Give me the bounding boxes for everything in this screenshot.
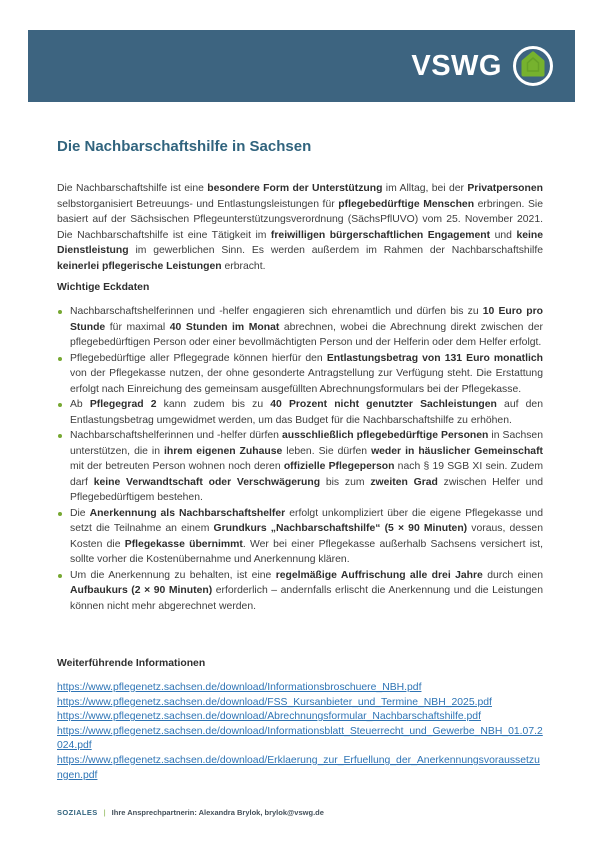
list-item <box>57 397 543 428</box>
bullet-text: Nachbarschaftshelferinnen und -helfer dürfen ausschließlich pflegebedürftige Personen in Sachsen unterstützen, die in ihrem eigenen Zuhause leben. Sie dürfen weder in häuslicher Gemeinschaft mit der betreuten Person wohnen noch deren offizielle Pflegeperson nach § 19 SGB XI sein. Zudem darf keine Verwandtschaft oder Verschwägerung bis zum zweiten Grad zwischen Helfer und Pflegebedürftigem bestehen. <box>70 430 543 503</box>
footer <box>57 808 324 817</box>
footer-contact-text: Ihre Ansprechpartnerin: Alexandra Brylok, brylok@vswg.de <box>111 808 324 817</box>
link-informationsbroschuere[interactable]: https://www.pflegenetz.sachsen.de/download/Informationsbroschuere_NBH.pdf <box>57 682 422 693</box>
page-title: Die Nachbarschaftshilfe in Sachsen <box>57 138 312 155</box>
list-item <box>57 428 543 506</box>
section-heading-weiterfuehrende-informationen: Weiterführende Informationen <box>57 658 206 669</box>
bullet-dot-icon <box>58 512 62 516</box>
bullet-dot-icon <box>58 403 62 407</box>
list-item <box>57 304 543 351</box>
header-bar <box>28 30 575 102</box>
link-abrechnungsformular[interactable]: https://www.pflegenetz.sachsen.de/download/Abrechnungsformular_Nachbarschaftshilfe.pdf <box>57 711 481 723</box>
list-item <box>57 351 543 398</box>
bullet-dot-icon <box>58 434 62 438</box>
eckdaten-bullet-list <box>57 304 543 614</box>
footer-separator: | <box>103 808 106 817</box>
section-heading-eckdaten: Wichtige Eckdaten <box>57 282 150 293</box>
vswg-logo-text: VSWG <box>411 49 502 82</box>
link-erklaerung-anerkennung[interactable]: https://www.pflegenetz.sachsen.de/download/Erklaerung_zur_Erfuellung_der_Anerkennungsvoraussetzungen.pdf <box>57 754 540 781</box>
bullet-text: Die Anerkennung als Nachbarschaftshelfer erfolgt unkompliziert über die eigene Pflegekasse und setzt die Teilnahme an einem Grundkurs „Nachbarschaftshilfe“ (5 × 90 Minuten) voraus, dessen Kosten die Pflegekasse übernimmt. Wer bei einer Pflegekasse außerhalb Sachsens versichert ist, sollte vorher die Kostenübernahme und Anerkennung klären. <box>70 507 544 565</box>
bullet-text: Pflegebedürftige aller Pflegegrade können hierfür den Entlastungsbetrag von 131 Euro monatlich von der Pflegekasse nutzen, der ohne gesonderte Antragstellung zur Verfügung steht. Die Erstattung erfolgt nach Einreichung des gemeinsam ausgefüllten Abrechnungsformulars bei der Pflegekasse. <box>70 352 543 395</box>
bullet-dot-icon <box>58 574 62 578</box>
bullet-dot-icon <box>58 357 62 361</box>
bullet-text: Ab Pflegegrad 2 kann zudem bis zu 40 Prozent nicht genutzter Sachleistungen auf den Entlastungsbetrag umgewidmet werden, um das Budget für die Nachbarschaftshilfe zu erhöhen. <box>70 399 543 426</box>
bullet-text: Nachbarschaftshelferinnen und -helfer engagieren sich ehrenamtlich und dürfen bis zu 10 Euro pro Stunde für maximal 40 Stunden im Monat abrechnen, wobei die Abrechnung direkt zwischen der pflegebedürftigen Person oder einer bevollmächtigten Person und der Helferin oder dem Helfer erfolgt. <box>70 306 543 348</box>
vswg-house-logo-icon <box>511 44 555 88</box>
list-item <box>57 568 543 615</box>
bullet-text: Um die Anerkennung zu behalten, ist eine regelmäßige Auffrischung alle drei Jahre durch einen Aufbaukurs (2 × 90 Minuten) erforderlich – andernfalls erlischt die Anerkennung und die Leistungen können nicht mehr abgerechnet werden. <box>70 569 543 612</box>
footer-department-label: SOZIALES <box>57 808 98 817</box>
list-item <box>57 506 543 568</box>
link-kursanbieter-termine[interactable]: https://www.pflegenetz.sachsen.de/download/FSS_Kursanbieter_und_Termine_NBH_2025.pdf <box>57 696 492 708</box>
link-informationsblatt-steuerrecht[interactable]: https://www.pflegenetz.sachsen.de/download/Informationsblatt_Steuerrecht_und_Gewerbe_NBH_01.07.2024.pdf <box>57 725 543 752</box>
intro-paragraph: Die Nachbarschaftshilfe ist eine besondere Form der Unterstützung im Alltag, bei der Privatpersonen selbstorganisiert Betreuungs- und Entlastungsleistungen für pflegebedürftige Menschen erbringen. Sie basiert auf der Sächsischen Pflegeunterstützungsverordnung (SächsPflUVO) vom 25. November 2021. Die Nachbarschaftshilfe ist eine Tätigkeit im freiwilligen bürgerschaftlichen Engagement und keine Dienstleistung im gewerblichen Sinn. Es werden außerdem im Rahmen der Nachbarschaftshilfe keinerlei pflegerische Leistungen erbracht. <box>57 183 544 272</box>
bullet-dot-icon <box>58 310 62 314</box>
download-link-list <box>57 681 543 783</box>
